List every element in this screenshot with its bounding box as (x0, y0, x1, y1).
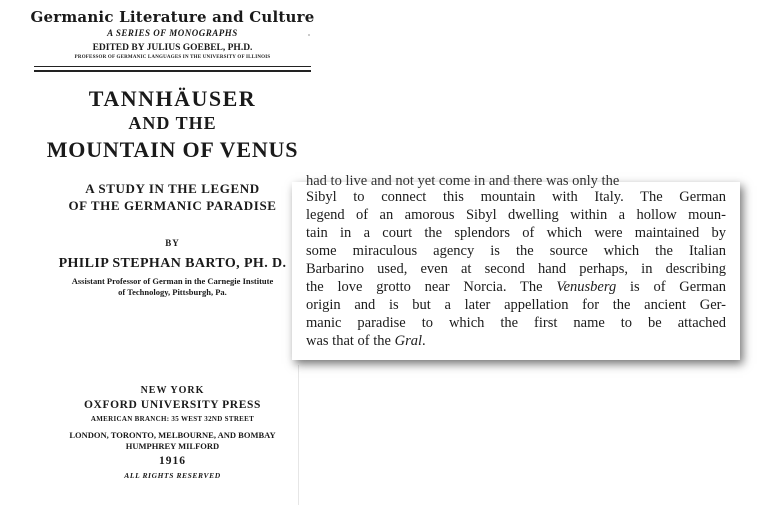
excerpt-line-7: origin and is but a later appellation for the ancient Ger- (306, 297, 726, 313)
title-page (30, 0, 315, 508)
by-label: BY (165, 238, 180, 248)
author-name: PHILIP STEPHAN BARTO, PH. D. (58, 256, 287, 271)
editor-affiliation: PROFESSOR OF GERMANIC LANGUAGES IN THE UNIVERSITY OF ILLINOIS (74, 55, 271, 60)
excerpt-line-2: legend of an amorous Sibyl dwelling within a hollow moun- (306, 207, 726, 223)
text-excerpt-card (292, 173, 740, 360)
rights-notice: ALL RIGHTS RESERVED (124, 471, 221, 480)
excerpt-term-venusberg: Venusberg (556, 279, 617, 295)
excerpt-line-3: tain in a court the splendors of which were maintained by (306, 225, 726, 241)
publisher-name: OXFORD UNIVERSITY PRESS (84, 399, 261, 411)
excerpt-line-6-start: the love grotto near Norcia. The (306, 279, 557, 295)
excerpt-line-9-start: was that of the (306, 333, 395, 349)
excerpt-line-4: some miraculous agency is the source which the Italian (306, 243, 726, 259)
editor-line: EDITED BY JULIUS GOEBEL, PH.D. (92, 43, 253, 53)
series-subtitle: A SERIES OF MONOGRAPHS (107, 28, 238, 38)
excerpt-line-5: Barbarino used, even at second hand perhaps, in describing (306, 261, 726, 277)
book-subtitle-line-2: OF THE GERMANIC PARADISE (68, 198, 277, 213)
book-title-line-2: AND THE (128, 113, 217, 133)
excerpt-line-8: manic paradise to which the first name to be attached (306, 315, 726, 331)
book-subtitle-line-1: A STUDY IN THE LEGEND (85, 181, 260, 196)
excerpt-line-6 (306, 279, 726, 295)
author-affiliation-line-1: Assistant Professor of German in the Carnegie Institute (71, 276, 274, 286)
book-title-line-1: TANNHÄUSER (88, 86, 257, 111)
excerpt-line-1: Sibyl to connect this mountain with Italy. The German (306, 189, 726, 205)
book-title-line-3: MOUNTAIN OF VENUS (46, 137, 299, 162)
excerpt-line-9 (306, 333, 726, 349)
excerpt-line-9-end: . (422, 333, 426, 349)
author-affiliation-line-2: of Technology, Pittsburgh, Pa. (118, 287, 227, 297)
series-title: Germanic Literature and Culture (30, 8, 315, 26)
publisher-agent: HUMPHREY MILFORD (125, 441, 220, 451)
publisher-cities: LONDON, TORONTO, MELBOURNE, AND BOMBAY (69, 430, 276, 440)
publisher-city: NEW YORK (140, 385, 205, 396)
excerpt-line-6-end: is of German (616, 279, 727, 295)
page-edge (298, 365, 299, 505)
publication-year: 1916 (159, 455, 186, 467)
excerpt-term-gral: Gral (394, 333, 422, 349)
page-speck (308, 34, 310, 36)
publisher-branch: AMERICAN BRANCH: 35 WEST 32ND STREET (90, 415, 255, 423)
divider-thick (34, 70, 311, 72)
divider-thin (34, 66, 311, 67)
excerpt-cut-line: had to live and not yet come in and there was only the (306, 173, 620, 189)
